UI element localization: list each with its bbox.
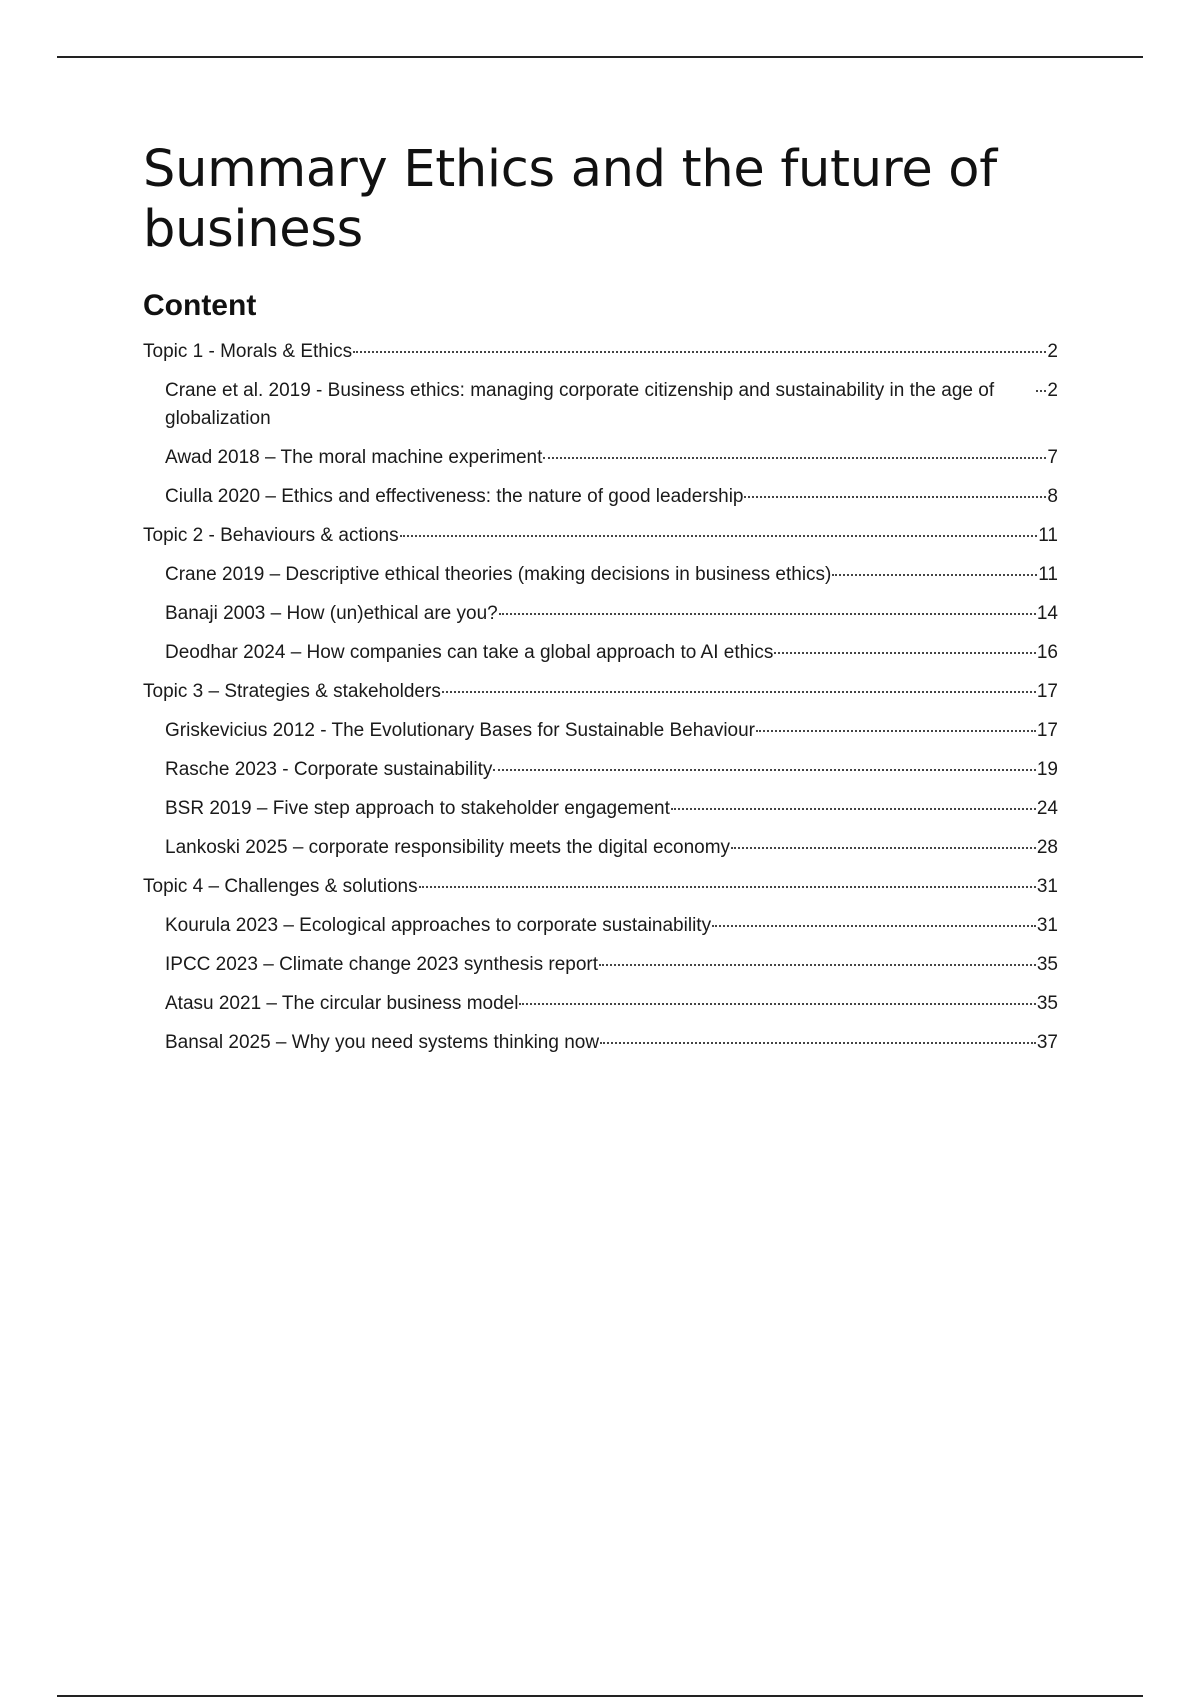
dot-leader bbox=[442, 691, 1036, 693]
toc-heading: Content bbox=[143, 289, 257, 322]
toc-entry-label: Atasu 2021 – The circular business model bbox=[165, 993, 519, 1014]
document-page bbox=[143, 140, 1058, 1068]
toc-entry-label: Kourula 2023 – Ecological approaches to corporate sustainability bbox=[165, 915, 712, 936]
toc-entry-label: Topic 2 - Behaviours & actions bbox=[143, 525, 399, 546]
dot-leader bbox=[419, 886, 1036, 888]
dot-leader bbox=[493, 769, 1035, 771]
toc-entry-label: Rasche 2023 - Corporate sustainability bbox=[165, 759, 493, 780]
toc-entry-label: Topic 4 – Challenges & solutions bbox=[143, 876, 418, 897]
toc-entry-griskevicius-2012[interactable] bbox=[143, 717, 1058, 745]
toc-entry-page: 37 bbox=[1036, 1032, 1058, 1053]
toc-entry-rasche-2023[interactable] bbox=[143, 756, 1058, 784]
toc-entry-label: BSR 2019 – Five step approach to stakeholder engagement bbox=[165, 798, 670, 819]
toc-entry-page: 17 bbox=[1036, 720, 1058, 741]
toc-entry-page: 8 bbox=[1047, 486, 1058, 507]
toc-entry-topic-1[interactable] bbox=[143, 338, 1058, 366]
footer-rule bbox=[57, 1695, 1143, 1697]
toc-entry-page: 2 bbox=[1047, 341, 1058, 362]
dot-leader bbox=[400, 535, 1038, 537]
toc-entry-lankoski-2025[interactable] bbox=[143, 834, 1058, 862]
toc-entry-bsr-2019[interactable] bbox=[143, 795, 1058, 823]
toc-entry-page: 28 bbox=[1036, 837, 1058, 858]
toc-entry-page: 35 bbox=[1036, 954, 1058, 975]
toc-entry-ipcc-2023[interactable] bbox=[143, 951, 1058, 979]
dot-leader bbox=[1036, 390, 1046, 392]
dot-leader bbox=[744, 496, 1046, 498]
document-title: Summary Ethics and the future of business bbox=[143, 140, 997, 259]
toc-entry-crane-2019-business-ethics[interactable] bbox=[143, 377, 1058, 433]
toc-entry-page: 11 bbox=[1038, 564, 1058, 585]
toc-entry-deodhar-2024[interactable] bbox=[143, 639, 1058, 667]
dot-leader bbox=[731, 847, 1036, 849]
toc-entry-topic-3[interactable] bbox=[143, 678, 1058, 706]
toc-entry-label: Awad 2018 – The moral machine experiment bbox=[165, 447, 543, 468]
toc-entry-label: Topic 1 - Morals & Ethics bbox=[143, 341, 353, 362]
toc-entry-label: Griskevicius 2012 - The Evolutionary Bases for Sustainable Behaviour bbox=[165, 720, 756, 741]
toc-entry-page: 24 bbox=[1036, 798, 1058, 819]
header-rule bbox=[57, 56, 1143, 58]
toc-entry-label: Deodhar 2024 – How companies can take a global approach to AI ethics bbox=[165, 642, 774, 663]
dot-leader bbox=[671, 808, 1036, 810]
table-of-contents bbox=[143, 338, 1058, 1057]
toc-entry-page: 7 bbox=[1047, 447, 1058, 468]
toc-entry-kourula-2023[interactable] bbox=[143, 912, 1058, 940]
toc-entry-label: Ciulla 2020 – Ethics and effectiveness: the nature of good leadership bbox=[165, 486, 744, 507]
toc-entry-label: Topic 3 – Strategies & stakeholders bbox=[143, 681, 441, 702]
dot-leader bbox=[543, 457, 1046, 459]
toc-entry-bansal-2025[interactable] bbox=[143, 1029, 1058, 1057]
toc-entry-page: 17 bbox=[1036, 681, 1058, 702]
toc-entry-awad-2018[interactable] bbox=[143, 444, 1058, 472]
dot-leader bbox=[519, 1003, 1035, 1005]
dot-leader bbox=[499, 613, 1036, 615]
toc-entry-label: Bansal 2025 – Why you need systems thinking now bbox=[165, 1032, 600, 1053]
dot-leader bbox=[756, 730, 1036, 732]
dot-leader bbox=[600, 1042, 1036, 1044]
toc-entry-page: 14 bbox=[1036, 603, 1058, 624]
toc-entry-topic-4[interactable] bbox=[143, 873, 1058, 901]
dot-leader bbox=[832, 574, 1037, 576]
toc-entry-label: Lankoski 2025 – corporate responsibility meets the digital economy bbox=[165, 837, 731, 858]
toc-entry-label: Crane 2019 – Descriptive ethical theories (making decisions in business ethics) bbox=[165, 564, 832, 585]
dot-leader bbox=[712, 925, 1036, 927]
toc-entry-page: 35 bbox=[1036, 993, 1058, 1014]
dot-leader bbox=[774, 652, 1035, 654]
toc-entry-page: 31 bbox=[1036, 915, 1058, 936]
toc-entry-label: Banaji 2003 – How (un)ethical are you? bbox=[165, 603, 498, 624]
toc-entry-atasu-2021[interactable] bbox=[143, 990, 1058, 1018]
toc-entry-page: 31 bbox=[1036, 876, 1058, 897]
toc-entry-topic-2[interactable] bbox=[143, 522, 1058, 550]
toc-entry-page: 16 bbox=[1036, 642, 1058, 663]
toc-entry-label: Crane et al. 2019 - Business ethics: managing corporate citizenship and sustainability in the age of globalization bbox=[165, 380, 995, 429]
dot-leader bbox=[353, 351, 1046, 353]
toc-entry-page: 11 bbox=[1038, 525, 1058, 546]
toc-entry-crane-2019-descriptive[interactable] bbox=[143, 561, 1058, 589]
dot-leader bbox=[599, 964, 1036, 966]
toc-entry-ciulla-2020[interactable] bbox=[143, 483, 1058, 511]
toc-entry-page: 19 bbox=[1036, 759, 1058, 780]
toc-entry-page: 2 bbox=[1047, 380, 1058, 401]
toc-entry-label: IPCC 2023 – Climate change 2023 synthesis report bbox=[165, 954, 599, 975]
toc-entry-banaji-2003[interactable] bbox=[143, 600, 1058, 628]
